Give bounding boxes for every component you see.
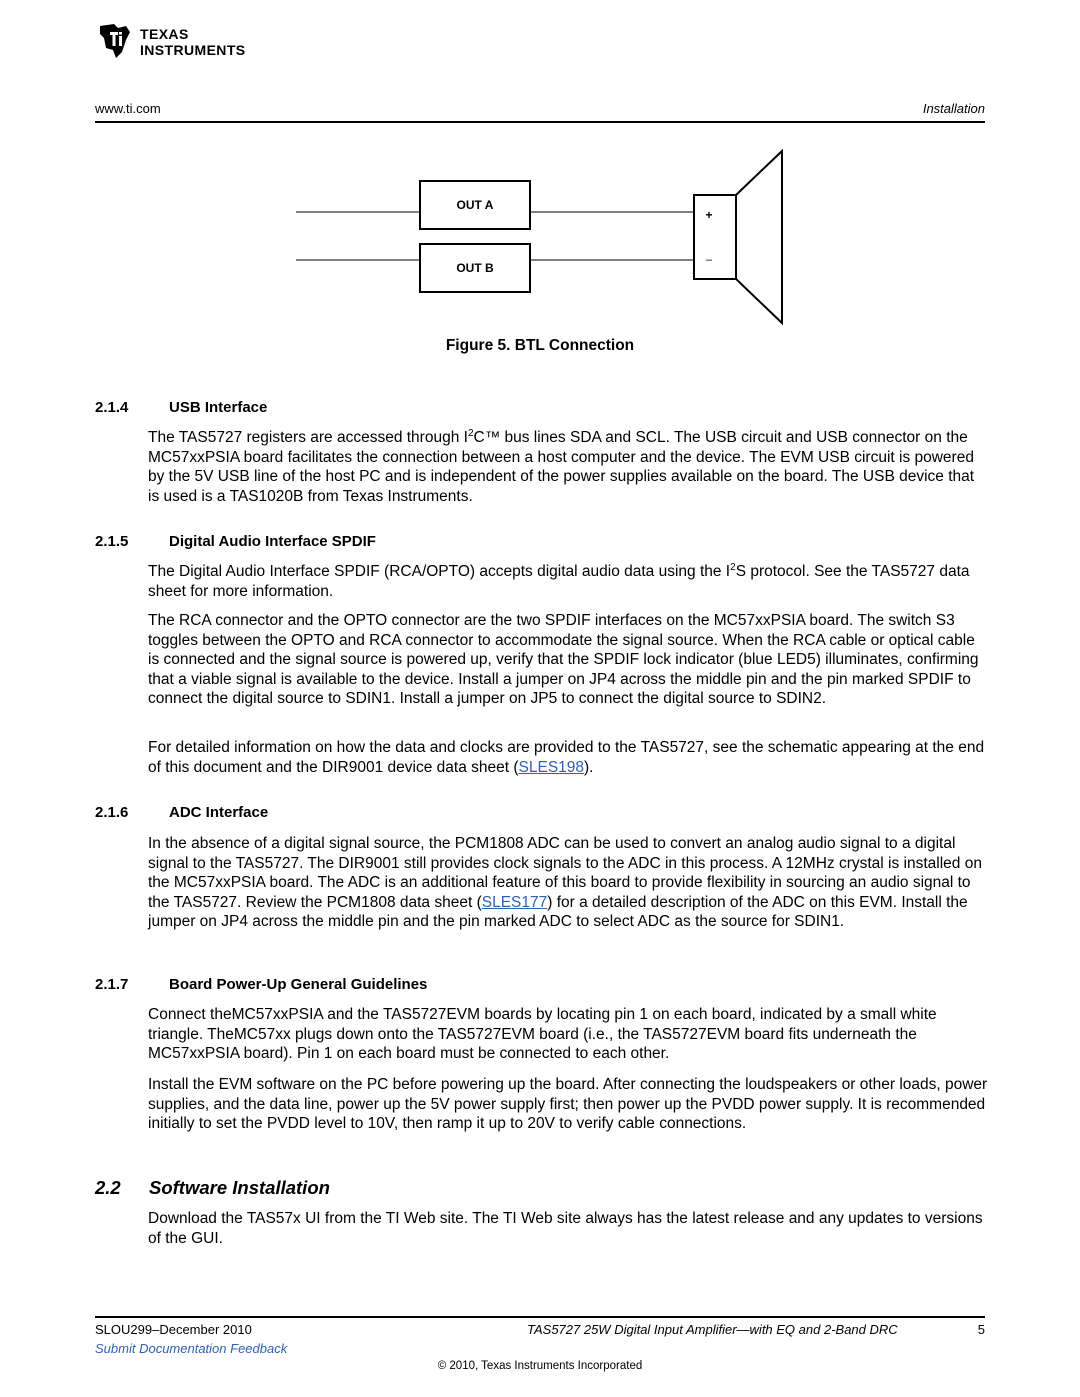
heading-power-up (95, 976, 427, 993)
power-paragraph-1: Connect theMC57xxPSIA and the TAS5727EVM boards by locating pin 1 on each board, indicated by a small white triangle. TheMC57xx plugs down onto the TAS5727EVM board (i.e., the TAS5727EVM board fits underneath the MC57xxPSIA board). Pin 1 on each board must be connected to each other. (148, 1006, 937, 1063)
header-rule (95, 121, 985, 123)
feedback-link[interactable]: Submit Documentation Feedback (95, 1341, 288, 1356)
heading-software-installation (95, 1177, 330, 1199)
website-link[interactable]: www.ti.com (95, 101, 161, 116)
spdif-paragraph-3: For detailed information on how the data and clocks are provided to the TAS5727, see the schematic appearing at the end of this document and the DIR9001 device data sheet (SLES198). (148, 739, 985, 776)
heading-usb-interface (95, 399, 267, 416)
sles177-link[interactable]: SLES177 (481, 893, 548, 911)
sles198-link[interactable]: SLES198 (518, 758, 585, 776)
brand-line2: INSTRUMENTS (140, 42, 246, 58)
ti-logo (96, 18, 271, 68)
spdif-paragraph-2: The RCA connector and the OPTO connector are the two SPDIF interfaces on the MC57xxPSIA board. The switch S3 toggles between the OPTO and RCA connector to accommodate the signal source. When the RCA cable or optical cable is connected and the signal source is powered up, verify that the SPDIF lock indicator (blue LED5) illuminates, confirming that a viable signal is available to the device. Install a jumper on JP4 across the middle pin and the pin marked SPDIF to connect the digital source to SDIN1. Install a jumper on JP5 to connect the digital source to SDIN2. (148, 612, 979, 708)
ti-logo-icon (96, 20, 136, 60)
heading-title: Board Power-Up General Guidelines (169, 976, 428, 993)
heading-number: 2.1.6 (95, 804, 129, 821)
heading-adc (95, 804, 268, 821)
footer-rule (95, 1316, 985, 1318)
figure-caption: Figure 5. BTL Connection (445, 337, 635, 354)
heading-spdif (95, 533, 376, 550)
speaker-icon (694, 151, 782, 323)
out-a-label: OUT A (456, 198, 494, 212)
copyright: © 2010, Texas Instruments Incorporated (437, 1360, 643, 1372)
heading-title: ADC Interface (169, 804, 269, 821)
heading-title: Digital Audio Interface SPDIF (169, 533, 376, 550)
heading-number: 2.2 (95, 1177, 121, 1198)
spdif-paragraph-1: The Digital Audio Interface SPDIF (RCA/OPTO) accepts digital audio data using the $I^2S$ protocol. See the TAS5727 data sheet for more information. (148, 561, 970, 600)
header-section: Installation (922, 101, 985, 116)
brand-line1: TEXAS (140, 26, 189, 42)
heading-number: 2.1.4 (95, 399, 129, 416)
minus-terminal: – (705, 254, 713, 266)
heading-title: Software Installation (149, 1177, 330, 1198)
heading-number: 2.1.5 (95, 533, 129, 550)
page-number: 5 (977, 1322, 985, 1337)
heading-title: USB Interface (169, 399, 268, 416)
adc-paragraph: In the absence of a digital signal source, the PCM1808 ADC can be used to convert an analog audio signal to a digital signal to the TAS5727. The DIR9001 still provides clock signals to the ADC in this process. A 12MHz crystal is installed on the MC57xxPSIA board. The ADC is an additional feature of this board to provide flexibility in sourcing an audio signal to the TAS5727. Review the PCM1808 data sheet (SLES177) for a detailed description of the ADC on this EVM. Install the jumper on JP4 across the middle pin and the pin marked ADC to select ADC as the source for SDIN1. (148, 835, 982, 931)
out-b-label: OUT B (456, 261, 494, 275)
plus-terminal: + (705, 208, 713, 222)
power-paragraph-2: Install the EVM software on the PC before powering up the board. After connecting the loudspeakers or other loads, power supplies, and the data line, power up the 5V power supply first; then power up the PVDD power supply. It is recommended initially to set the PVDD level to 10V, then ramp it up to 20V to verify cable connections. (148, 1076, 988, 1133)
doc-title: TAS5727 25W Digital Input Amplifier—with EQ and 2-Band DRC (527, 1322, 898, 1337)
btl-connection-diagram (290, 145, 810, 330)
usb-paragraph: The TAS5727 registers are accessed through $I^2C™$ bus lines SDA and SCL. The USB circuit and USB connector on the MC57xxPSIA board facilitates the connection between a host computer and the device. The EVM USB circuit is powered by the 5V USB line of the host PC and is independent of the power supplies available on the board. The USB device that is used is a TAS1020B from Texas Instruments. (148, 427, 975, 505)
heading-number: 2.1.7 (95, 976, 129, 993)
doc-id: SLOU299–December 2010 (95, 1322, 252, 1337)
software-paragraph: Download the TAS57x UI from the TI Web site. The TI Web site always has the latest release and any updates to versions of the GUI. (148, 1210, 983, 1247)
